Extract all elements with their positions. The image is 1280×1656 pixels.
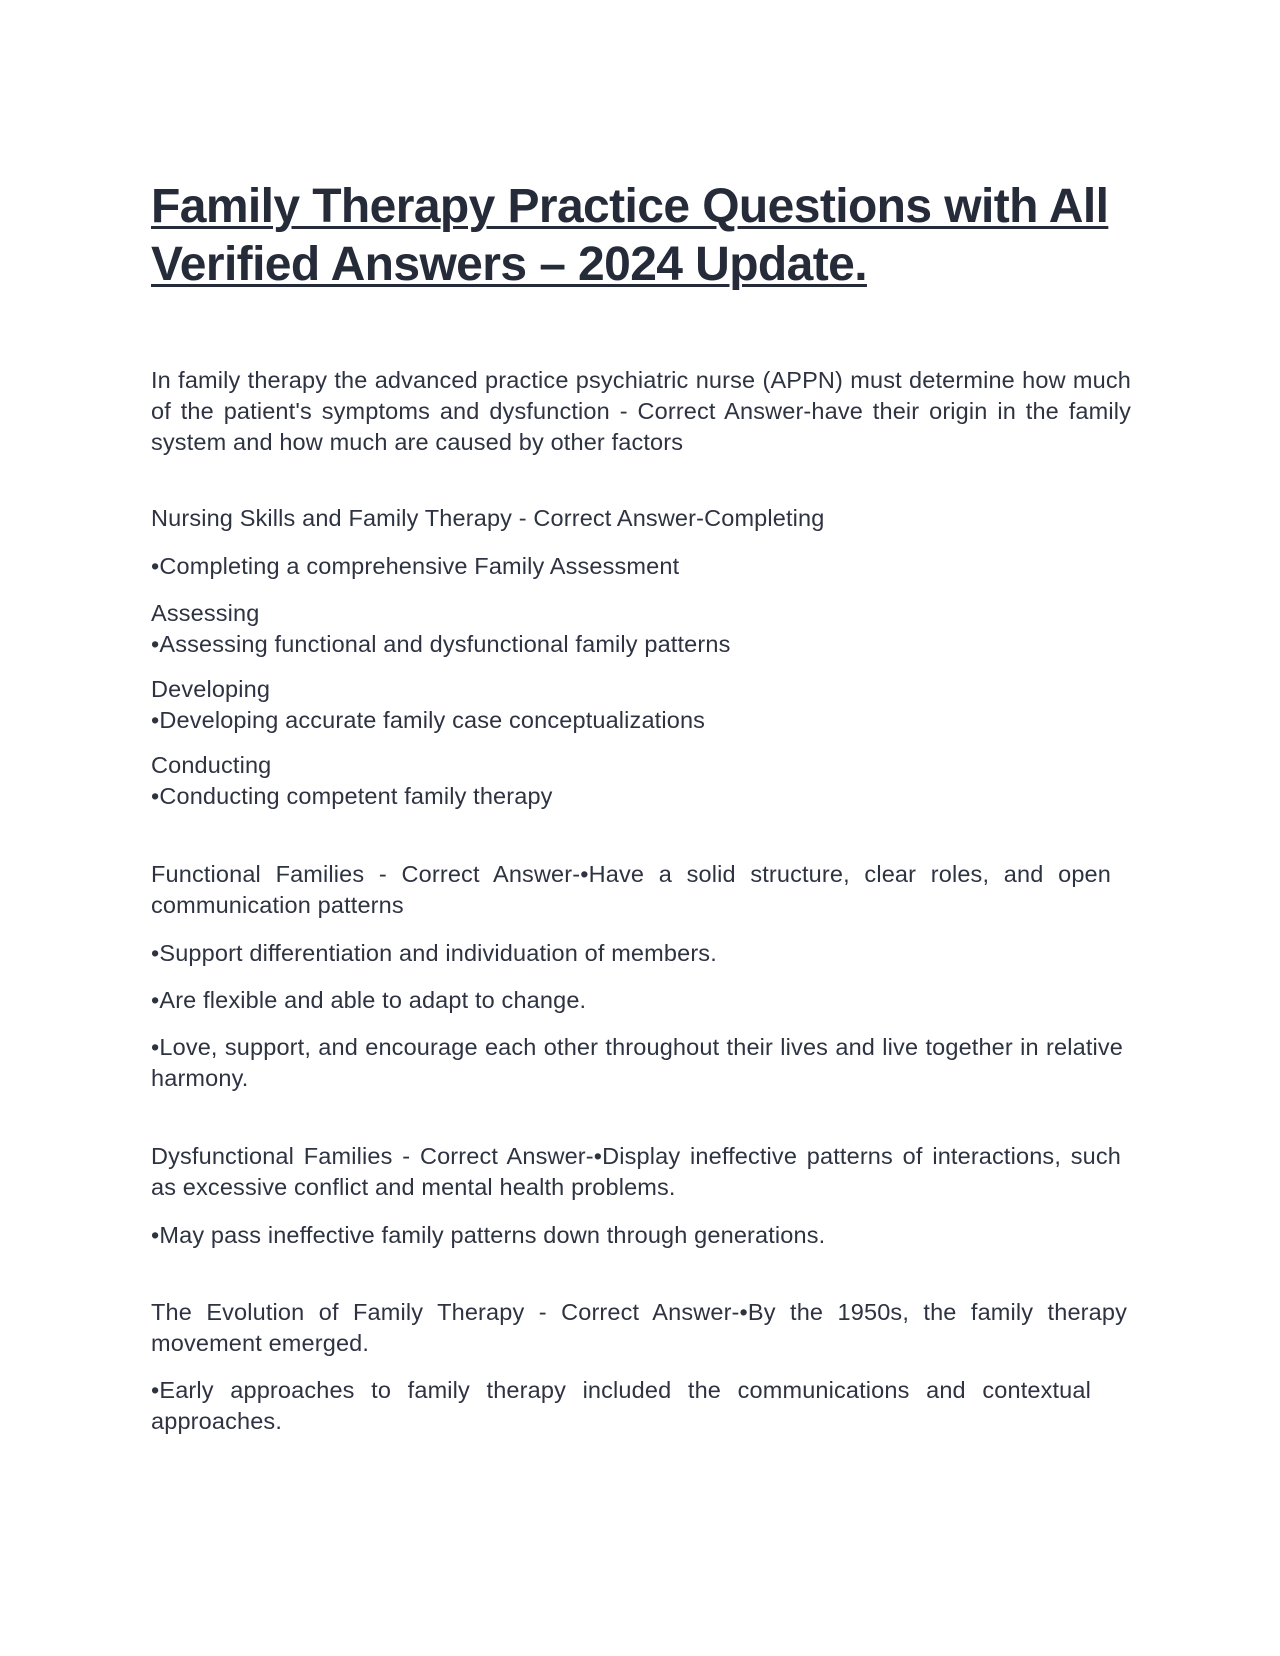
qa-nursing-skills	[151, 503, 1131, 534]
list-item	[151, 551, 1131, 582]
paragraph: Assessing	[151, 600, 260, 626]
paragraph: The Evolution of Family Therapy - Correct Answer-•By the 1950s, the family therapy movement emerged.	[151, 1299, 1127, 1356]
qa-dysfunctional-families	[151, 1141, 1121, 1203]
qa-functional-families	[151, 859, 1111, 921]
document-title: Family Therapy Practice Questions with All Verified Answers – 2024 Update.	[151, 180, 1109, 291]
list-item	[151, 985, 1131, 1016]
paragraph: Developing	[151, 676, 271, 702]
paragraph: •Are flexible and able to adapt to change.	[151, 987, 587, 1013]
paragraph: •Early approaches to family therapy included the communications and contextual approaches.	[151, 1377, 1091, 1434]
qa-appn-origin	[151, 365, 1131, 458]
paragraph: •Developing accurate family case conceptualizations	[151, 707, 706, 733]
paragraph: •May pass ineffective family patterns down through generations.	[151, 1222, 826, 1248]
list-item	[151, 1220, 1131, 1251]
paragraph: Functional Families - Correct Answer-•Have a solid structure, clear roles, and open communication patterns	[151, 861, 1111, 918]
paragraph: •Assessing functional and dysfunctional family patterns	[151, 631, 731, 657]
list-item	[151, 1375, 1091, 1437]
list-item	[151, 598, 1131, 660]
paragraph: •Conducting competent family therapy	[151, 783, 553, 809]
qa-evolution	[151, 1297, 1127, 1359]
document-page	[151, 178, 1131, 294]
list-item	[151, 674, 1131, 736]
paragraph: In family therapy the advanced practice psychiatric nurse (APPN) must determine how much of the patient's symptoms and dysfunction - Correct Answer-have their origin in the family system and how much are caused by other factors	[151, 367, 1131, 455]
list-item	[151, 750, 1131, 812]
paragraph: Conducting	[151, 752, 272, 778]
list-item	[151, 938, 1131, 969]
list-item	[151, 1032, 1123, 1094]
paragraph: •Completing a comprehensive Family Assessment	[151, 553, 680, 579]
paragraph: Nursing Skills and Family Therapy - Correct Answer-Completing	[151, 505, 825, 531]
paragraph: •Support differentiation and individuation of members.	[151, 940, 717, 966]
paragraph: •Love, support, and encourage each other throughout their lives and live together in relative harmony.	[151, 1034, 1123, 1091]
paragraph: Dysfunctional Families - Correct Answer-•Display ineffective patterns of interactions, such as excessive conflict and mental health problems.	[151, 1143, 1121, 1200]
